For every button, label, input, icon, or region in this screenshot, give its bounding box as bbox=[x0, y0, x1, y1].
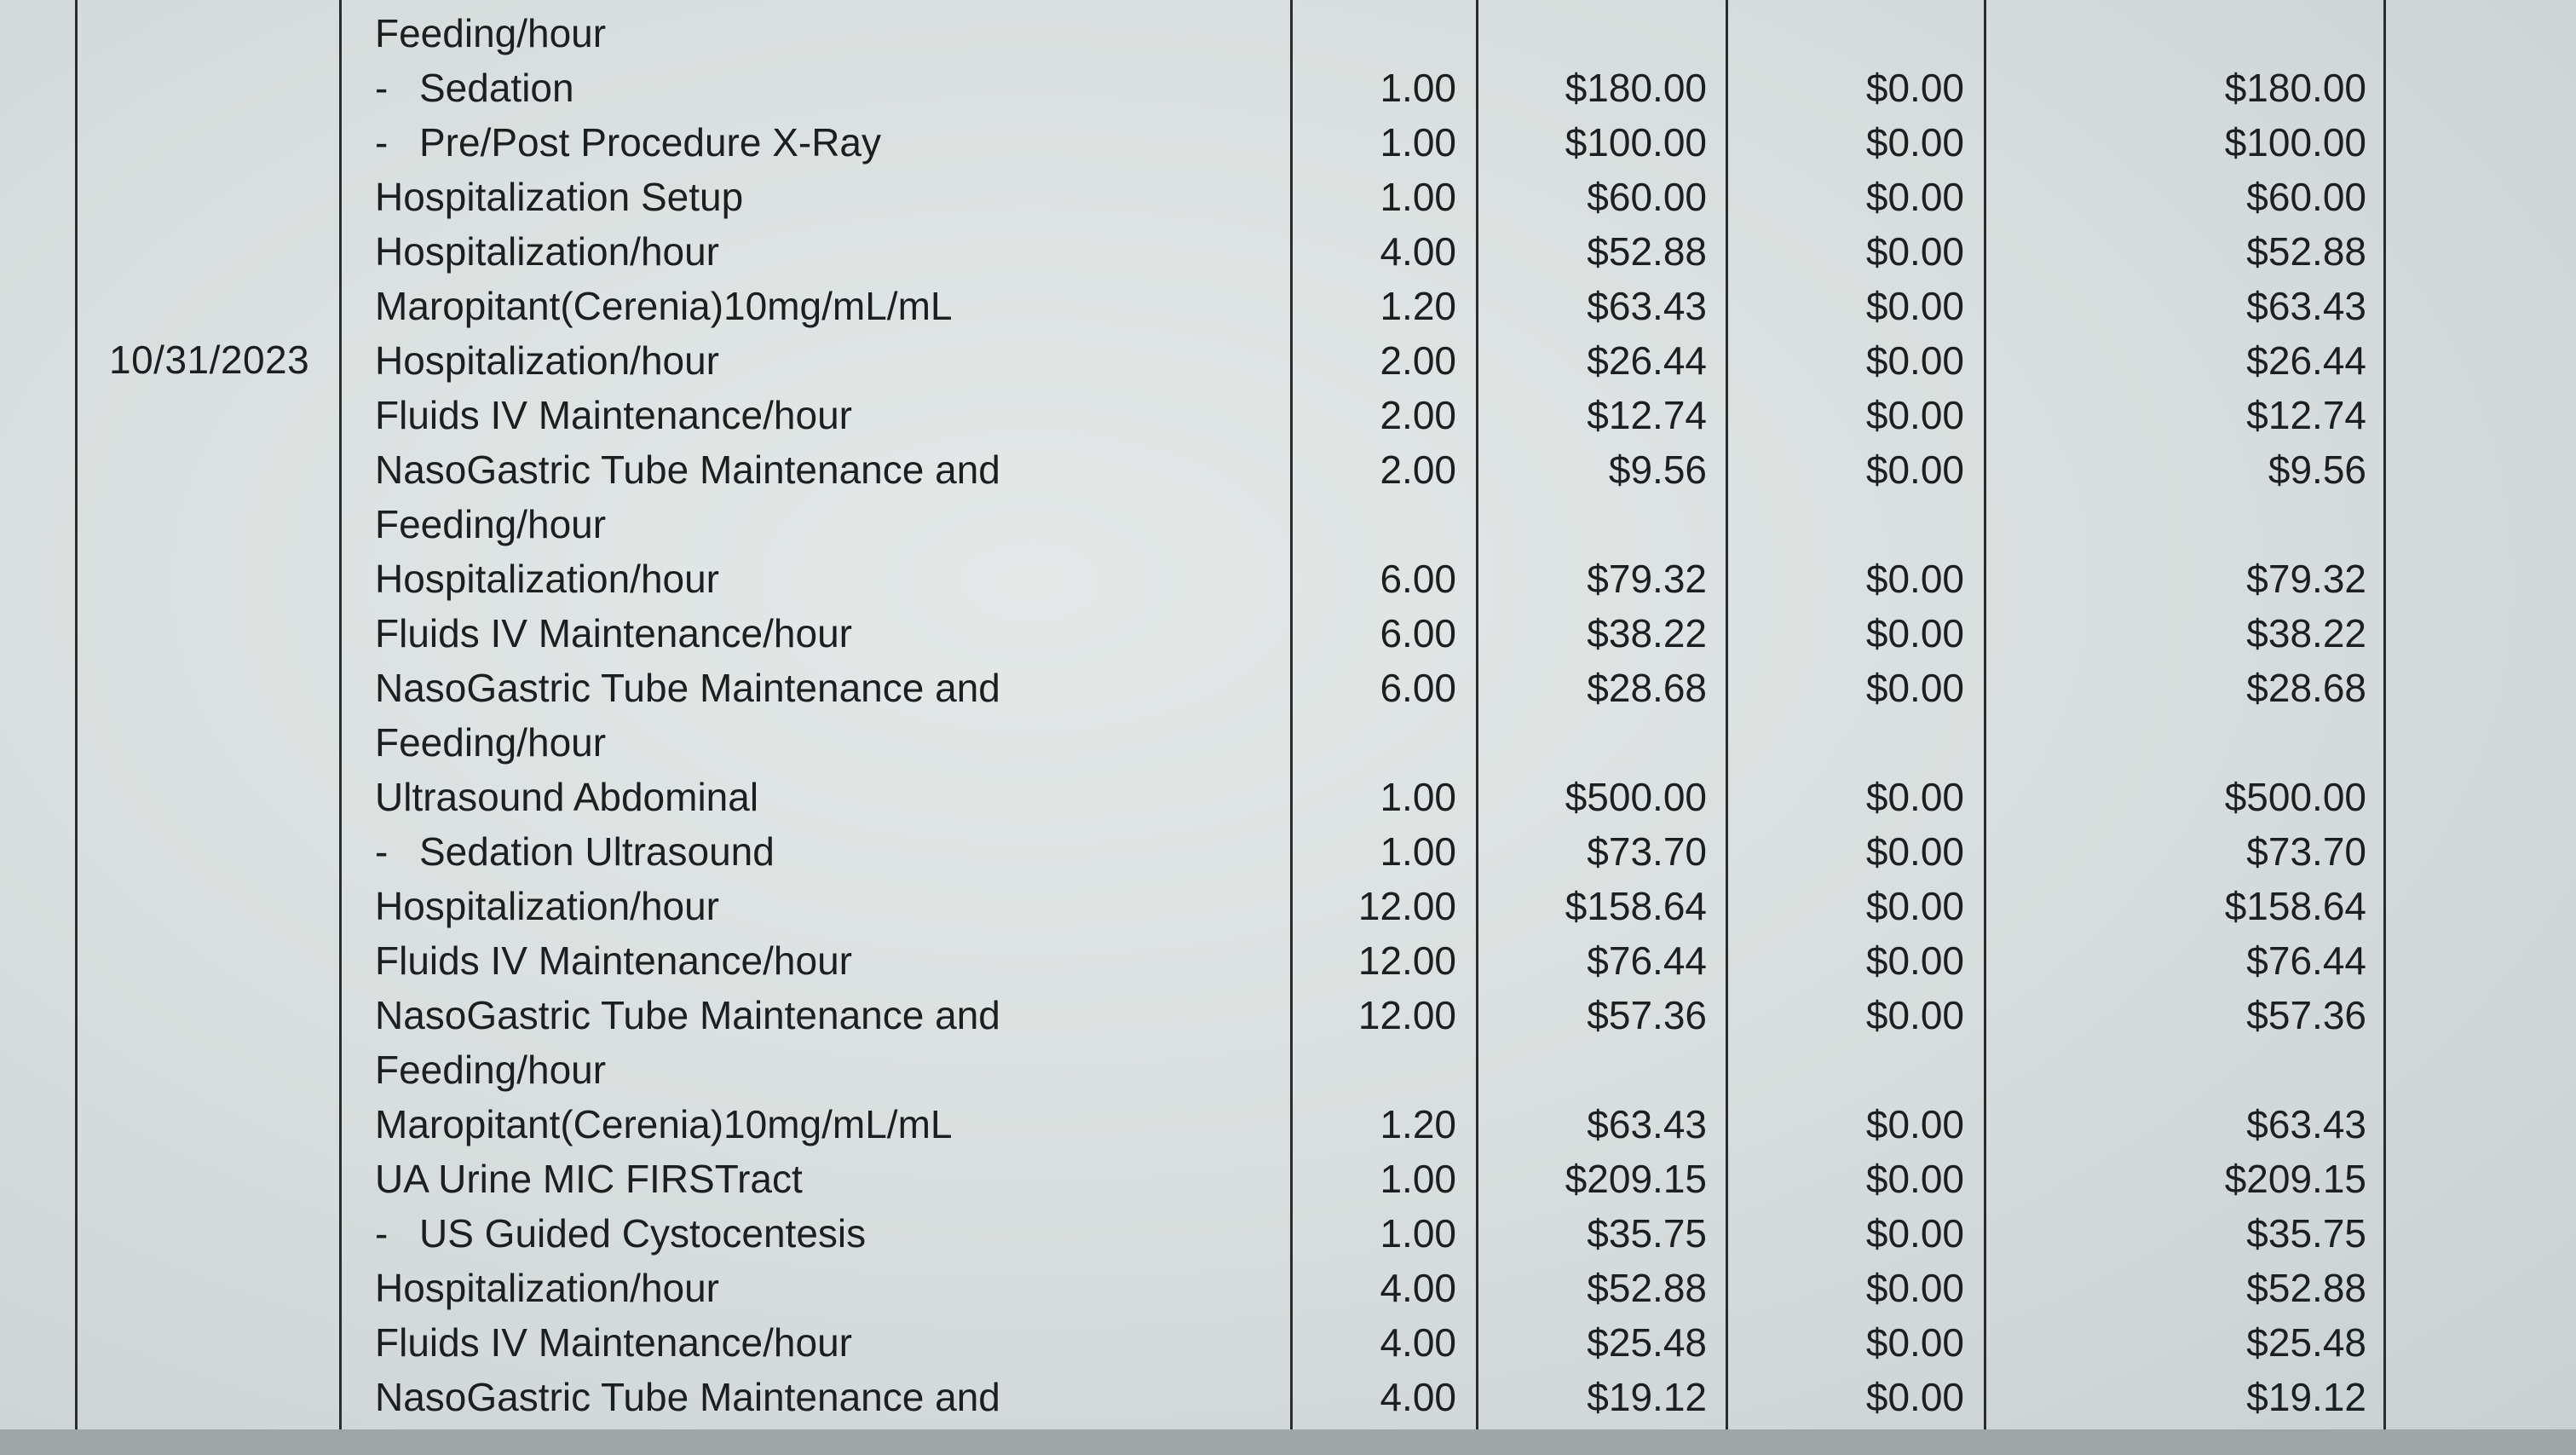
item-total: $158.64 bbox=[2224, 884, 2366, 928]
item-discount: $0.00 bbox=[1865, 1266, 1964, 1310]
item-price: $57.36 bbox=[1587, 993, 1707, 1037]
item-description bbox=[375, 661, 1000, 714]
item-description bbox=[375, 225, 719, 278]
item-total: $57.36 bbox=[2246, 993, 2366, 1037]
item-total: $9.56 bbox=[2268, 447, 2366, 492]
item-description-text: NasoGastric Tube Maintenance and bbox=[375, 993, 1000, 1037]
item-quantity: 2.00 bbox=[1380, 338, 1456, 383]
item-quantity: 1.00 bbox=[1380, 66, 1456, 110]
item-discount: $0.00 bbox=[1865, 1102, 1964, 1146]
table-row bbox=[0, 880, 2576, 932]
item-description-text: Pre/Post Procedure X-Ray bbox=[419, 120, 882, 165]
item-description-text: Feeding/hour bbox=[375, 720, 607, 765]
item-price: $63.43 bbox=[1587, 284, 1707, 328]
item-quantity: 1.00 bbox=[1380, 120, 1456, 165]
item-description bbox=[375, 1371, 1000, 1423]
item-total: $19.12 bbox=[2246, 1375, 2366, 1419]
table-row bbox=[0, 225, 2576, 278]
item-description bbox=[375, 825, 775, 878]
item-description-text: Hospitalization/hour bbox=[375, 229, 720, 274]
item-description bbox=[375, 280, 953, 332]
table-row bbox=[0, 443, 2576, 496]
item-price: $60.00 bbox=[1587, 175, 1707, 219]
item-discount: $0.00 bbox=[1865, 993, 1964, 1037]
table-row bbox=[0, 389, 2576, 442]
item-total: $52.88 bbox=[2246, 1266, 2366, 1310]
table-row bbox=[0, 1043, 2576, 1096]
item-discount: $0.00 bbox=[1865, 829, 1964, 874]
item-total: $63.43 bbox=[2246, 1102, 2366, 1146]
table-row bbox=[0, 825, 2576, 878]
item-price: $100.00 bbox=[1565, 120, 1707, 165]
sub-item-dash: - bbox=[375, 829, 389, 874]
table-row bbox=[0, 116, 2576, 169]
item-discount: $0.00 bbox=[1865, 557, 1964, 601]
item-description-text: NasoGastric Tube Maintenance and bbox=[375, 447, 1000, 492]
item-quantity: 4.00 bbox=[1380, 229, 1456, 274]
item-quantity: 6.00 bbox=[1380, 611, 1456, 655]
item-description bbox=[375, 116, 881, 169]
item-price: $12.74 bbox=[1587, 393, 1707, 437]
item-price: $9.56 bbox=[1608, 447, 1707, 492]
item-total: $28.68 bbox=[2246, 666, 2366, 710]
item-price: $73.70 bbox=[1587, 829, 1707, 874]
item-price: $79.32 bbox=[1587, 557, 1707, 601]
item-price: $19.12 bbox=[1587, 1375, 1707, 1419]
item-description bbox=[375, 552, 719, 605]
item-description bbox=[375, 934, 852, 987]
item-total: $79.32 bbox=[2246, 557, 2366, 601]
item-discount: $0.00 bbox=[1865, 1320, 1964, 1365]
item-description-text: Fluids IV Maintenance/hour bbox=[375, 393, 852, 437]
item-price: $158.64 bbox=[1565, 884, 1707, 928]
item-quantity: 6.00 bbox=[1380, 557, 1456, 601]
item-discount: $0.00 bbox=[1865, 284, 1964, 328]
item-quantity: 12.00 bbox=[1357, 938, 1456, 983]
item-description bbox=[375, 716, 606, 769]
item-description-text: US Guided Cystocentesis bbox=[419, 1211, 867, 1256]
item-description-text: Hospitalization/hour bbox=[375, 338, 720, 383]
item-total: $35.75 bbox=[2246, 1211, 2366, 1256]
item-description bbox=[375, 334, 719, 387]
item-price: $209.15 bbox=[1565, 1157, 1707, 1201]
item-description bbox=[375, 771, 758, 823]
item-total: $60.00 bbox=[2246, 175, 2366, 219]
item-discount: $0.00 bbox=[1865, 175, 1964, 219]
table-row bbox=[0, 552, 2576, 605]
table-row bbox=[0, 989, 2576, 1042]
item-discount: $0.00 bbox=[1865, 1157, 1964, 1201]
item-quantity: 1.00 bbox=[1380, 829, 1456, 874]
item-price: $52.88 bbox=[1587, 1266, 1707, 1310]
table-row bbox=[0, 1207, 2576, 1260]
item-discount: $0.00 bbox=[1865, 66, 1964, 110]
table-row bbox=[0, 1316, 2576, 1369]
item-quantity: 1.20 bbox=[1380, 284, 1456, 328]
item-discount: $0.00 bbox=[1865, 1211, 1964, 1256]
item-total: $12.74 bbox=[2246, 393, 2366, 437]
item-description-text: NasoGastric Tube Maintenance and bbox=[375, 666, 1000, 710]
item-discount: $0.00 bbox=[1865, 229, 1964, 274]
item-description bbox=[375, 7, 606, 60]
table-row bbox=[0, 1098, 2576, 1151]
table-row bbox=[0, 170, 2576, 223]
item-discount: $0.00 bbox=[1865, 611, 1964, 655]
table-row bbox=[0, 280, 2576, 332]
item-total: $38.22 bbox=[2246, 611, 2366, 655]
table-row bbox=[0, 61, 2576, 114]
item-description-text: UA Urine MIC FIRSTract bbox=[375, 1157, 803, 1201]
item-discount: $0.00 bbox=[1865, 938, 1964, 983]
item-total: $25.48 bbox=[2246, 1320, 2366, 1365]
item-description bbox=[375, 1098, 953, 1151]
item-price: $25.48 bbox=[1587, 1320, 1707, 1365]
item-total: $500.00 bbox=[2224, 775, 2366, 819]
item-description-text: Hospitalization/hour bbox=[375, 1266, 720, 1310]
item-quantity: 1.20 bbox=[1380, 1102, 1456, 1146]
item-price: $500.00 bbox=[1565, 775, 1707, 819]
item-description bbox=[375, 170, 743, 223]
item-quantity: 4.00 bbox=[1380, 1375, 1456, 1419]
item-description bbox=[375, 1152, 803, 1205]
item-price: $38.22 bbox=[1587, 611, 1707, 655]
item-discount: $0.00 bbox=[1865, 666, 1964, 710]
item-description-text: NasoGastric Tube Maintenance and bbox=[375, 1375, 1000, 1419]
table-row bbox=[0, 716, 2576, 769]
item-description-text: Hospitalization/hour bbox=[375, 557, 720, 601]
item-quantity: 2.00 bbox=[1380, 393, 1456, 437]
item-price: $28.68 bbox=[1587, 666, 1707, 710]
item-total: $52.88 bbox=[2246, 229, 2366, 274]
item-description bbox=[375, 61, 574, 114]
item-price: $76.44 bbox=[1587, 938, 1707, 983]
item-quantity: 1.00 bbox=[1380, 175, 1456, 219]
table-row bbox=[0, 334, 2576, 387]
item-description-text: Maropitant(Cerenia)10mg/mL/mL bbox=[375, 284, 953, 328]
item-total: $26.44 bbox=[2246, 338, 2366, 383]
item-description-text: Sedation bbox=[419, 66, 574, 110]
item-quantity: 12.00 bbox=[1357, 993, 1456, 1037]
item-total: $76.44 bbox=[2246, 938, 2366, 983]
item-description-text: Feeding/hour bbox=[375, 502, 607, 546]
sub-item-dash: - bbox=[375, 120, 389, 165]
sub-item-dash: - bbox=[375, 1211, 389, 1256]
item-quantity: 1.00 bbox=[1380, 775, 1456, 819]
item-total: $180.00 bbox=[2224, 66, 2366, 110]
item-discount: $0.00 bbox=[1865, 447, 1964, 492]
table-row bbox=[0, 7, 2576, 60]
item-discount: $0.00 bbox=[1865, 120, 1964, 165]
item-quantity: 12.00 bbox=[1357, 884, 1456, 928]
item-description bbox=[375, 607, 852, 660]
item-total: $63.43 bbox=[2246, 284, 2366, 328]
item-description bbox=[375, 1262, 719, 1314]
table-row bbox=[0, 1262, 2576, 1314]
item-description bbox=[375, 498, 606, 551]
item-description bbox=[375, 1043, 606, 1096]
item-price: $52.88 bbox=[1587, 229, 1707, 274]
table-row bbox=[0, 1371, 2576, 1423]
item-price: $63.43 bbox=[1587, 1102, 1707, 1146]
item-discount: $0.00 bbox=[1865, 393, 1964, 437]
item-description-text: Hospitalization Setup bbox=[375, 175, 744, 219]
item-quantity: 2.00 bbox=[1380, 447, 1456, 492]
item-discount: $0.00 bbox=[1865, 1375, 1964, 1419]
item-description bbox=[375, 443, 1000, 496]
item-quantity: 1.00 bbox=[1380, 1211, 1456, 1256]
table-row bbox=[0, 661, 2576, 714]
item-quantity: 1.00 bbox=[1380, 1157, 1456, 1201]
item-description bbox=[375, 1207, 866, 1260]
item-total: $73.70 bbox=[2246, 829, 2366, 874]
table-row bbox=[0, 934, 2576, 987]
item-description-text: Fluids IV Maintenance/hour bbox=[375, 1320, 852, 1365]
item-description-text: Hospitalization/hour bbox=[375, 884, 720, 928]
table-row bbox=[0, 607, 2576, 660]
item-discount: $0.00 bbox=[1865, 338, 1964, 383]
page-edge-shadow bbox=[0, 1429, 2576, 1455]
item-discount: $0.00 bbox=[1865, 775, 1964, 819]
item-description-text: Maropitant(Cerenia)10mg/mL/mL bbox=[375, 1102, 953, 1146]
item-description bbox=[375, 989, 1000, 1042]
item-description bbox=[375, 1316, 852, 1369]
item-description-text: Feeding/hour bbox=[375, 11, 607, 55]
item-quantity: 6.00 bbox=[1380, 666, 1456, 710]
item-price: $26.44 bbox=[1587, 338, 1707, 383]
item-discount: $0.00 bbox=[1865, 884, 1964, 928]
item-description-text: Ultrasound Abdominal bbox=[375, 775, 759, 819]
sub-item-dash: - bbox=[375, 66, 389, 110]
service-date: 10/31/2023 bbox=[109, 338, 310, 382]
item-total: $100.00 bbox=[2224, 120, 2366, 165]
item-description-text: Sedation Ultrasound bbox=[419, 829, 775, 874]
item-quantity: 4.00 bbox=[1380, 1320, 1456, 1365]
item-description-text: Fluids IV Maintenance/hour bbox=[375, 938, 852, 983]
item-price: $180.00 bbox=[1565, 66, 1707, 110]
table-row bbox=[0, 498, 2576, 551]
item-description-text: Feeding/hour bbox=[375, 1048, 607, 1092]
item-total: $209.15 bbox=[2224, 1157, 2366, 1201]
item-price: $35.75 bbox=[1587, 1211, 1707, 1256]
table-row bbox=[0, 1152, 2576, 1205]
item-description-text: Fluids IV Maintenance/hour bbox=[375, 611, 852, 655]
item-description bbox=[375, 389, 852, 442]
item-quantity: 4.00 bbox=[1380, 1266, 1456, 1310]
item-description bbox=[375, 880, 719, 932]
table-row bbox=[0, 771, 2576, 823]
